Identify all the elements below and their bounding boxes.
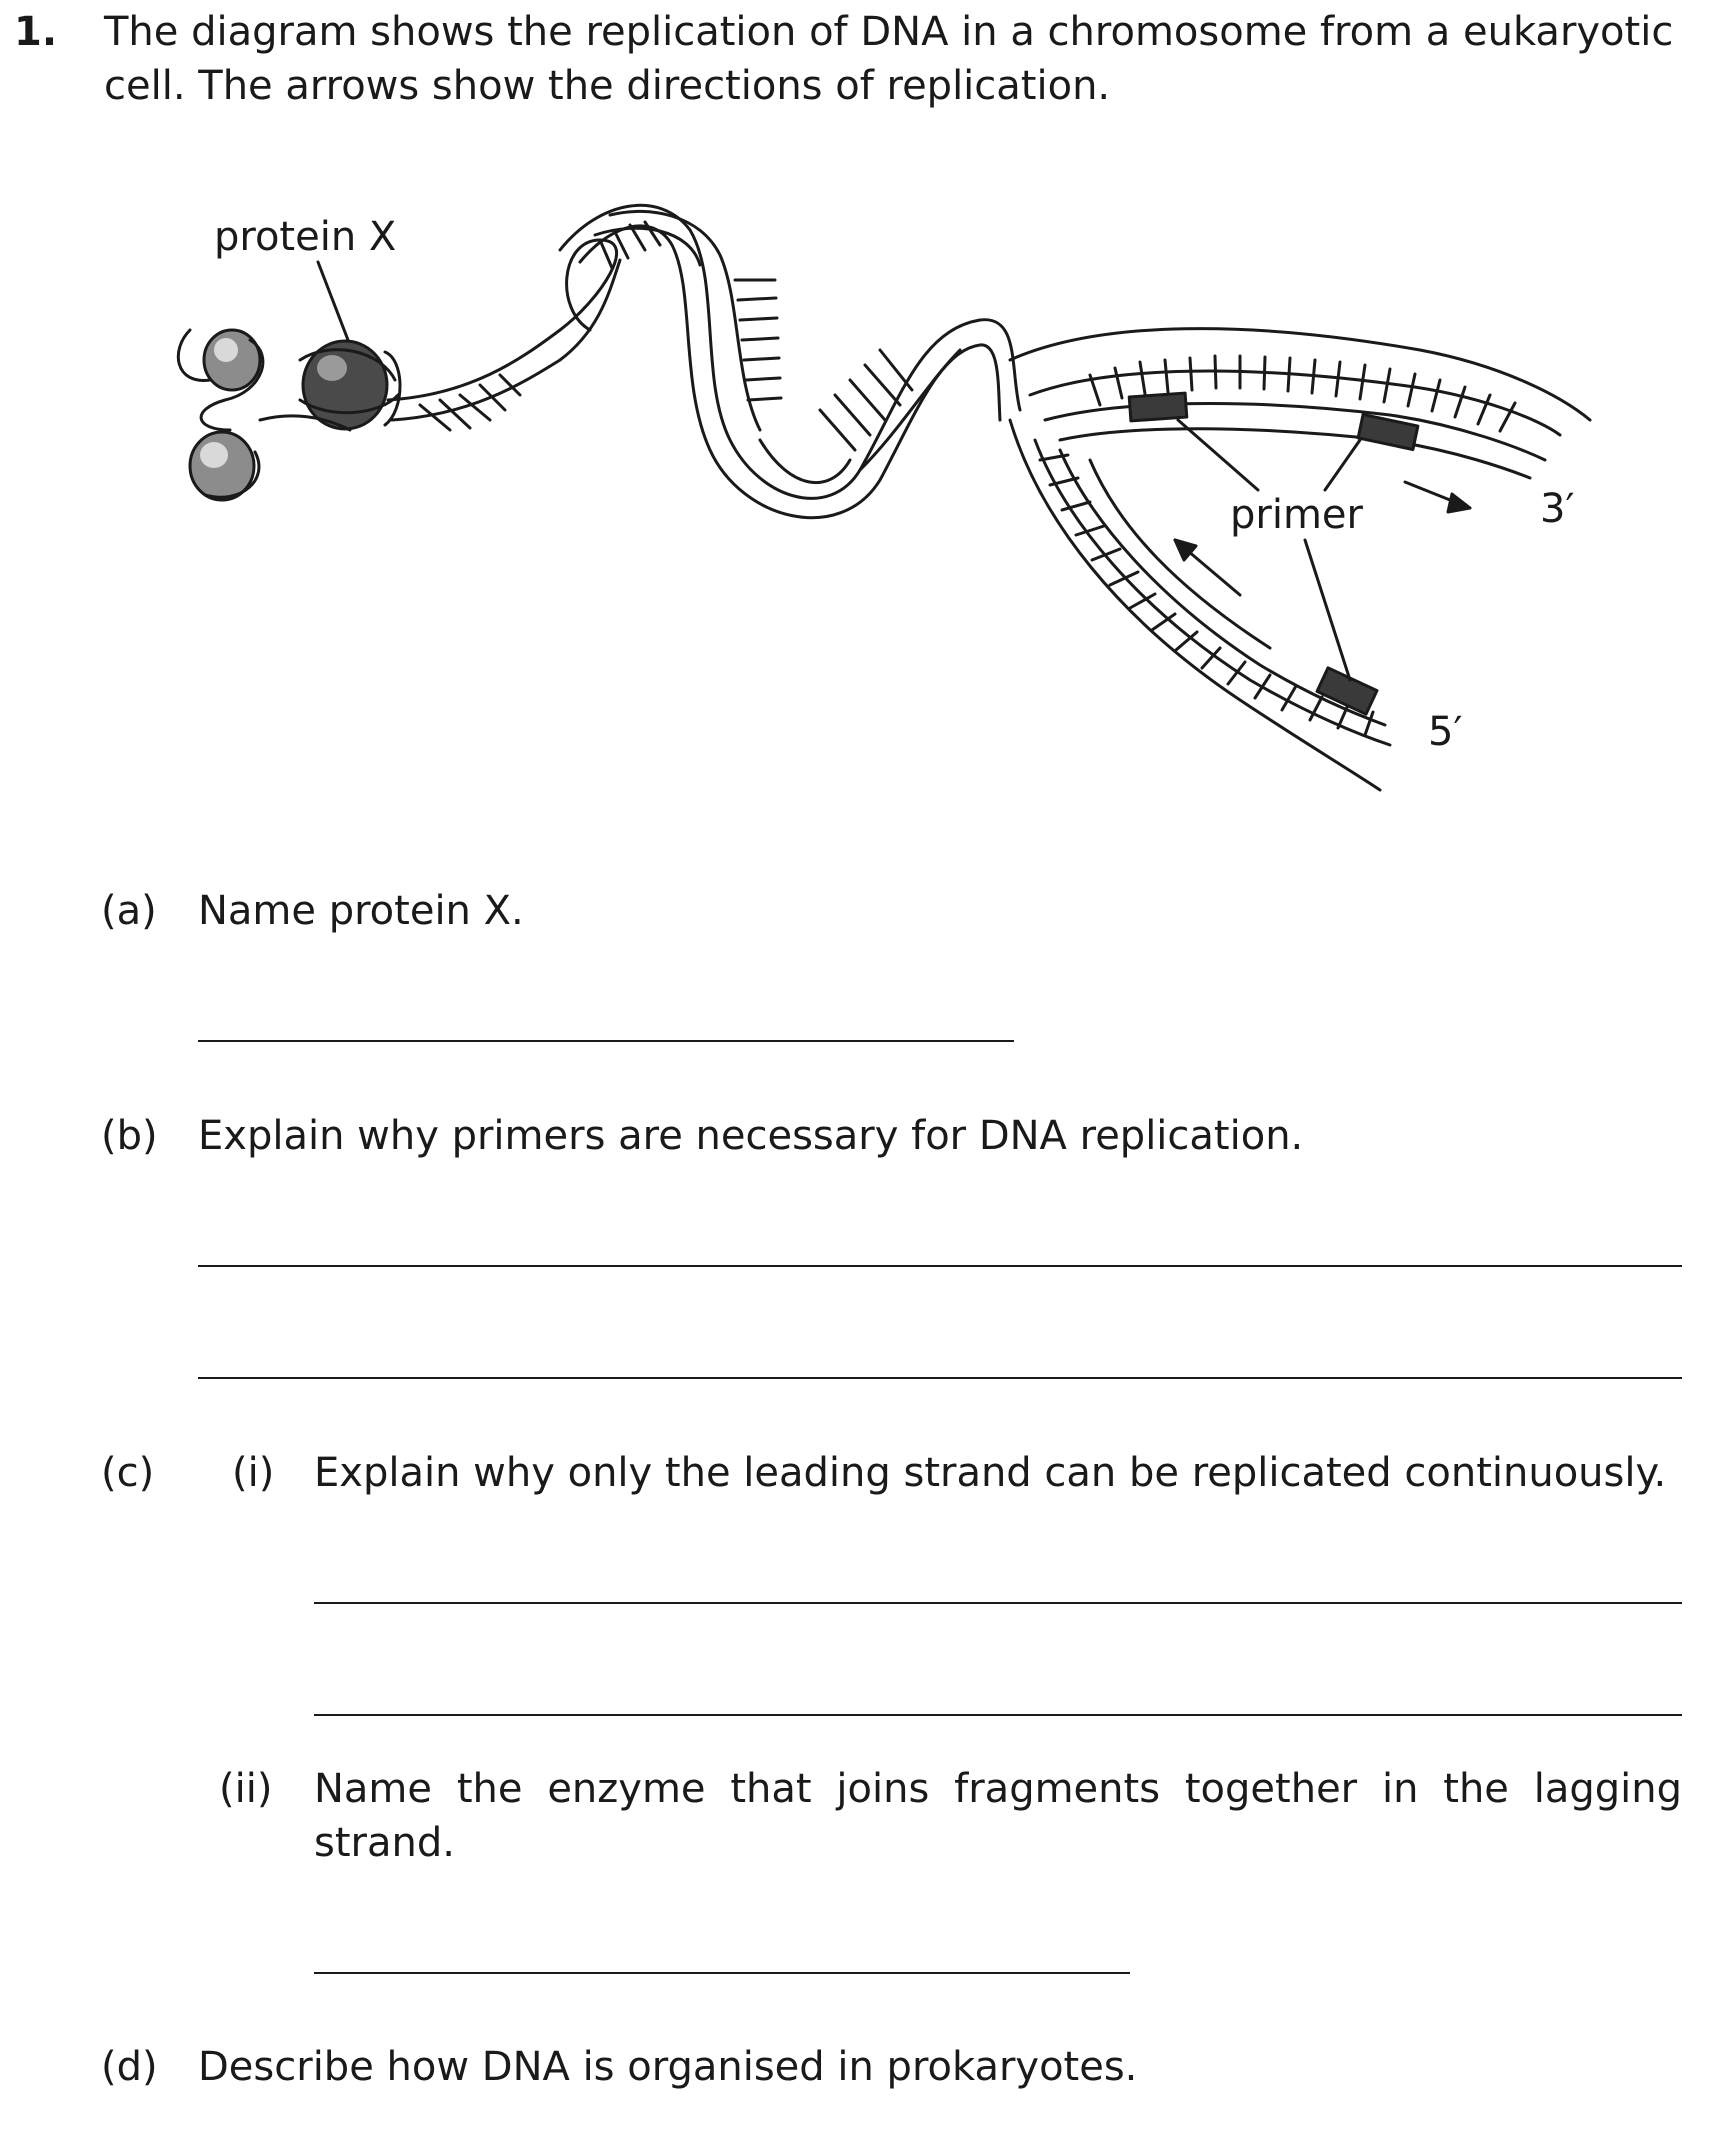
part-a-answer-line[interactable]: [198, 1040, 1014, 1042]
primer-label: primer: [1230, 492, 1363, 538]
question-intro-line2: cell. The arrows show the directions of replication.: [104, 63, 1111, 109]
part-c-ii-question-line1: Name the enzyme that joins fragments together in the lagging: [314, 1766, 1682, 1812]
part-c-i-answer-line-2[interactable]: [314, 1714, 1682, 1716]
part-c-i-question: Explain why only the leading strand can be replicated continuously.: [314, 1450, 1667, 1496]
dna-double-helix: [560, 205, 1020, 517]
dna-replication-diagram: [0, 0, 1724, 860]
primer-pointer-line-2: [1325, 440, 1360, 490]
part-c-i-numeral: (i): [232, 1450, 275, 1496]
part-b-answer-line-1[interactable]: [198, 1265, 1682, 1267]
part-c-ii-answer-line[interactable]: [314, 1972, 1130, 1974]
part-b-question: Explain why primers are necessary for DNA replication.: [198, 1113, 1304, 1159]
upper-primer-1: [1129, 393, 1187, 421]
primer-pointer-line-3: [1305, 540, 1350, 680]
part-c-ii-numeral: (ii): [219, 1766, 273, 1812]
part-a-letter: (a): [101, 888, 157, 934]
upper-primer-2: [1358, 414, 1418, 449]
part-d-question: Describe how DNA is organised in prokaryotes.: [198, 2044, 1138, 2090]
part-c-i-answer-line-1[interactable]: [314, 1602, 1682, 1604]
question-number: 1.: [14, 9, 58, 55]
question-intro-line1: The diagram shows the replication of DNA in a chromosome from a eukaryotic: [104, 9, 1674, 55]
protein-x-label: protein X: [214, 214, 397, 260]
part-b-answer-line-2[interactable]: [198, 1377, 1682, 1379]
five-prime-label: 5′: [1428, 709, 1463, 755]
protein-x-pointer-line: [318, 262, 348, 340]
three-prime-label: 3′: [1540, 486, 1575, 532]
part-b-letter: (b): [101, 1113, 158, 1159]
part-c-letter: (c): [101, 1450, 155, 1496]
nucleosome-beads: [178, 330, 400, 500]
lower-fork-strands: [1010, 420, 1390, 790]
part-c-ii-question-line2: strand.: [314, 1820, 455, 1866]
upper-fork-strands: [1010, 329, 1590, 478]
part-a-question: Name protein X.: [198, 888, 524, 934]
part-d-letter: (d): [101, 2044, 158, 2090]
